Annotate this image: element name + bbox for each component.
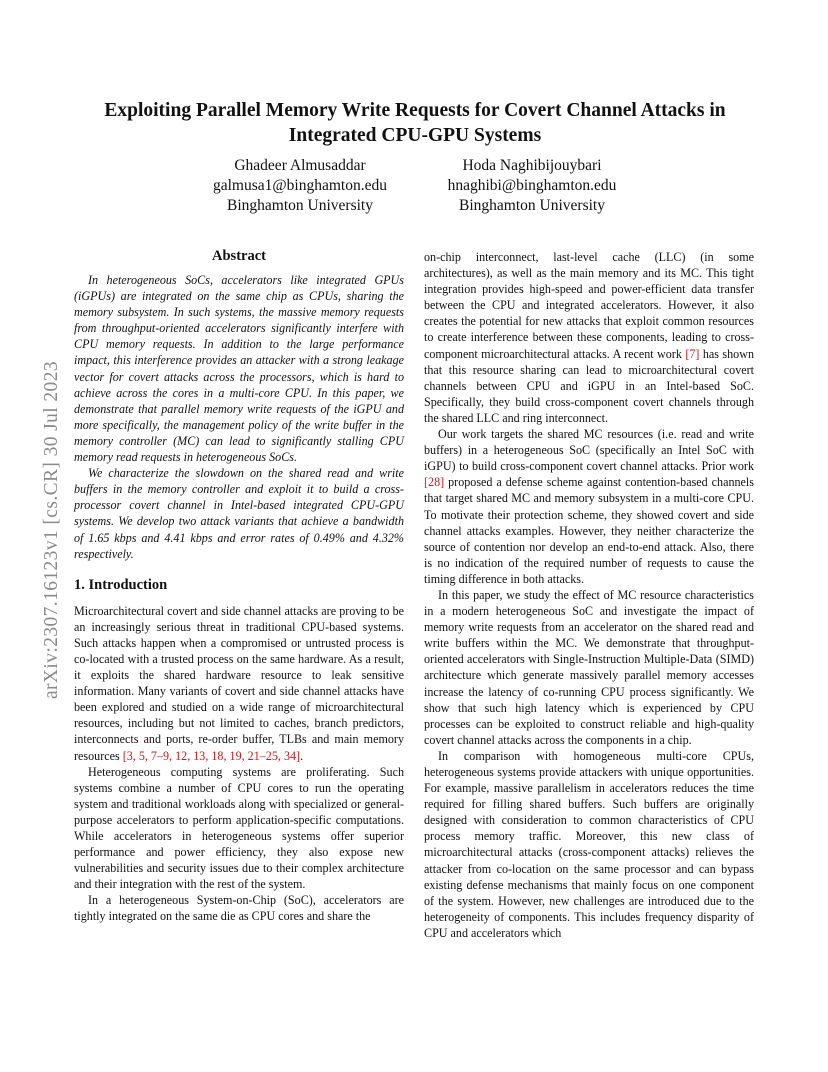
intro-paragraph: In this paper, we study the effect of MC resource characteristics in a modern heterogeneous SoC and investigate the impact of memory write requests from an accelerator on the shared read and write buffers within the MC. We demonstrate that throughput-oriented accelerators with Single-Instruction Multiple-Data (SIMD) architecture which generate massively parallel memory accesses increase the latency of co-running CPU process significantly. We show that such high latency which is experienced by CPU processes can be exploited to construct reliable and high-quality covert channel attacks across the components in a chip. xyxy=(424,587,754,747)
intro-paragraph: In a heterogeneous System-on-Chip (SoC), accelerators are tightly integrated on the same die as CPU cores and share the xyxy=(74,893,404,924)
citation-link[interactable]: [3, 5, 7–9, 12, 13, 18, 19, 21–25, 34] xyxy=(122,748,301,763)
intro-paragraph xyxy=(424,426,754,587)
paragraph-text: has shown that this resource sharing can lead to microarchitectural covert channels between CPU and iGPU in an Intel-based SoC. Specifically, they build cross-component covert channels through the shared LLC and ring interconnect. xyxy=(424,346,755,425)
author-2 xyxy=(412,156,652,216)
author-email: galmusa1@binghamton.edu xyxy=(213,177,387,194)
author-name: Ghadeer Almusaddar xyxy=(234,157,366,174)
author-1 xyxy=(180,156,420,216)
paper-title: Exploiting Parallel Memory Write Requests for Covert Channel Attacks in Integrated CPU-GPU Systems xyxy=(104,100,726,146)
arxiv-identifier: arXiv:2307.16123v1 [cs.CR] 30 Jul 2023 xyxy=(41,360,62,700)
paragraph-text: Our work targets the shared MC resources (i.e. read and write buffers) in a heterogeneous SoC (specifically an Intel SoC with iGPU) to build cross-component covert channel attacks. Prior work xyxy=(424,427,754,474)
intro-paragraph xyxy=(424,249,754,426)
intro-paragraph: Heterogeneous computing systems are proliferating. Such systems combine a number of CPU cores to run the operating system and traditional workloads along with specialized or general-purpose accelerators to perform application-specific computations. While accelerators in heterogeneous systems offer superior performance and power efficiency, they also expose new vulnerabilities and security issues due to their complex architecture and their integration with the rest of the system. xyxy=(74,764,404,892)
citation-link[interactable]: [28] xyxy=(424,475,445,490)
paragraph-text: on-chip interconnect, last-level cache (LLC) (in some architectures), as well as the main memory and its MC. This tight integration provides high-speed and power-efficient data transfer between the CPU and integrated accelerators. However, it also creates the potential for new attacks that exploit common resources to create interference between these components, leading to cross-component microarchitectural attacks. A recent work xyxy=(424,250,754,361)
author-affiliation: Binghamton University xyxy=(227,197,373,214)
intro-paragraph xyxy=(74,603,404,764)
abstract-paragraph: In heterogeneous SoCs, accelerators like integrated GPUs (iGPUs) are integrated on the same chip as CPUs, sharing the memory subsystem. In such systems, the massive memory requests from throughput-oriented accelerators significantly interfere with CPU memory requests. In addition to the large performance impact, this interference provides an attacker with a strong leakage vector for covert attacks across the processors, which is hard to achieve across the cores in a multi-core CPU. In this paper, we demonstrate that parallel memory write requests of the iGPU and more specifically, the management policy of the write buffer in the memory controller (MC) can lead to significantly stalling CPU memory read requests in heterogeneous SoCs. xyxy=(74,273,404,465)
intro-paragraph: In comparison with homogeneous multi-core CPUs, heterogeneous systems provide attackers with unique opportunities. For example, massive parallelism in accelerators reduces the time required for filling shared buffers. Such buffers are originally designed with consideration to common characteristics of CPU process memory traffic. Moreover, this new class of microarchitectural attacks (cross-component attacks) relieves the attacker from co-location on the same processor and can bypass existing defense mechanisms that mainly focus on one component of the system. However, new challenges are introduced due to the heterogeneity of components. This includes frequency disparity of CPU and accelerators which xyxy=(424,748,754,940)
abstract xyxy=(74,246,404,562)
author-name: Hoda Naghibijouybari xyxy=(462,157,602,174)
section-heading-introduction: 1. Introduction xyxy=(74,576,168,593)
author-affiliation: Binghamton University xyxy=(459,197,605,214)
abstract-heading: Abstract xyxy=(212,248,266,264)
paragraph-text: . xyxy=(300,748,304,763)
left-column xyxy=(74,246,404,925)
paragraph-text: proposed a defense scheme against contention-based channels that target shared MC and memory subsystem in a multi-core CPU. To motivate their protection scheme, they showed covert and side channel attacks examples. However, they neither characterize the source of contention nor develop an end-to-end attack. Also, there is no indication of the required number of requests to cause the timing difference in both attacks. xyxy=(424,475,754,586)
paragraph-text: Microarchitectural covert and side channel attacks are proving to be an increasingly serious threat in traditional CPU-based systems. Such attacks happen when a compromised or untrusted process is co-located with a trusted process on the same hardware. As a result, it exploits the shared hardware resource to leak sensitive information. Many variants of covert and side channel attacks have been explored and studied on a wide range of microarchitectural resources, including but not limited to caches, branch predictors, interconnects and ports, re-order buffer, TLBs and main memory resources xyxy=(74,603,404,763)
author-email: hnaghibi@binghamton.edu xyxy=(447,177,617,194)
abstract-paragraph: We characterize the slowdown on the shared read and write buffers in the memory controller and exploit it to build a cross-processor covert channel in Intel-based integrated CPU-GPU systems. We develop two attack variants that achieve a bandwidth of 1.65 kbps and 4.41 kbps and error rates of 0.49% and 4.32% respectively. xyxy=(74,466,404,561)
citation-link[interactable]: [7] xyxy=(685,346,700,361)
right-column xyxy=(424,249,754,941)
